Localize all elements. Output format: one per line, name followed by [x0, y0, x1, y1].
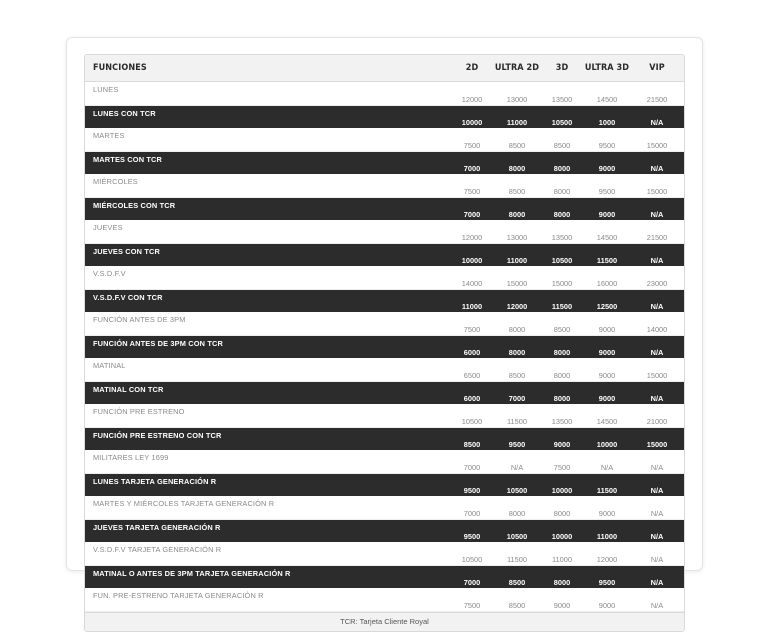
price-cell: 10500: [540, 105, 584, 128]
table-row: [85, 427, 684, 450]
price-cell: 14000: [630, 312, 684, 335]
price-cell: 10000: [450, 105, 494, 128]
price-cell: 10000: [540, 473, 584, 496]
price-cell: 15000: [630, 128, 684, 151]
price-cell: 9000: [584, 335, 630, 358]
function-name-cell: MARTES: [85, 128, 450, 151]
price-cell: N/A: [630, 381, 684, 404]
price-cell: N/A: [630, 335, 684, 358]
price-cell: 8000: [540, 197, 584, 220]
table-row: [85, 82, 684, 106]
price-cell: 7000: [494, 381, 540, 404]
price-cell: 8500: [494, 588, 540, 611]
table-row: [85, 105, 684, 128]
header-ultra-3d: ULTRA 3D: [584, 55, 630, 82]
price-cell: 7500: [540, 450, 584, 473]
price-cell: 12000: [494, 289, 540, 312]
price-cell: 6000: [450, 381, 494, 404]
price-cell: 12000: [584, 542, 630, 565]
table-footer-note: TCR: Tarjeta Cliente Royal: [85, 612, 684, 631]
table-row: [85, 243, 684, 266]
function-name-cell: JUEVES TARJETA GENERACIÓN R: [85, 519, 450, 542]
price-cell: 14500: [584, 220, 630, 243]
table-row: [85, 496, 684, 519]
price-cell: 10000: [584, 427, 630, 450]
function-name-cell: V.S.D.F.V CON TCR: [85, 289, 450, 312]
price-cell: N/A: [630, 588, 684, 611]
table-row: [85, 473, 684, 496]
function-name-cell: MARTES CON TCR: [85, 151, 450, 174]
price-cell: 16000: [584, 266, 630, 289]
price-cell: 11500: [540, 289, 584, 312]
price-cell: 8000: [540, 358, 584, 381]
table-row: [85, 335, 684, 358]
function-name-cell: FUNCIÓN PRE ESTRENO: [85, 404, 450, 427]
price-cell: N/A: [630, 151, 684, 174]
price-cell: 11500: [584, 473, 630, 496]
price-cell: 11000: [494, 243, 540, 266]
price-cell: 11500: [494, 542, 540, 565]
price-table: [85, 55, 684, 612]
price-cell: 8500: [494, 358, 540, 381]
price-cell: 9000: [584, 496, 630, 519]
function-name-cell: JUEVES CON TCR: [85, 243, 450, 266]
function-name-cell: FUNCIÓN ANTES DE 3PM: [85, 312, 450, 335]
function-name-cell: LUNES: [85, 82, 450, 106]
price-cell: 9000: [584, 358, 630, 381]
price-cell: 13500: [540, 220, 584, 243]
price-cell: 8000: [540, 381, 584, 404]
function-name-cell: FUNCIÓN ANTES DE 3PM CON TCR: [85, 335, 450, 358]
price-cell: 9500: [494, 427, 540, 450]
price-cell: 7000: [450, 450, 494, 473]
table-row: [85, 404, 684, 427]
function-name-cell: MIÉRCOLES CON TCR: [85, 197, 450, 220]
price-cell: 8500: [540, 128, 584, 151]
function-name-cell: MILITARES LEY 1699: [85, 450, 450, 473]
price-cell: 13000: [494, 82, 540, 106]
price-cell: 13000: [494, 220, 540, 243]
price-cell: 7500: [450, 588, 494, 611]
function-name-cell: LUNES TARJETA GENERACIÓN R: [85, 473, 450, 496]
price-cell: 12500: [584, 289, 630, 312]
price-cell: 1000: [584, 105, 630, 128]
table-row: [85, 519, 684, 542]
price-cell: N/A: [630, 289, 684, 312]
table-row: [85, 450, 684, 473]
price-cell: 14500: [584, 404, 630, 427]
table-row: [85, 381, 684, 404]
price-cell: 10500: [450, 404, 494, 427]
price-cell: 8000: [540, 151, 584, 174]
table-row: [85, 588, 684, 611]
price-cell: 8500: [540, 312, 584, 335]
price-cell: 7500: [450, 128, 494, 151]
header-ultra-2d: ULTRA 2D: [494, 55, 540, 82]
price-cell: 10500: [494, 473, 540, 496]
price-cell: 15000: [630, 427, 684, 450]
function-name-cell: MATINAL: [85, 358, 450, 381]
header-funciones: FUNCIONES: [85, 55, 450, 82]
price-cell: N/A: [630, 496, 684, 519]
price-cell: N/A: [630, 542, 684, 565]
price-cell: 7500: [450, 174, 494, 197]
function-name-cell: FUNCIÓN PRE ESTRENO CON TCR: [85, 427, 450, 450]
price-cell: N/A: [494, 450, 540, 473]
price-cell: 11500: [494, 404, 540, 427]
price-cell: 10500: [494, 519, 540, 542]
table-row: [85, 312, 684, 335]
price-cell: 10000: [540, 519, 584, 542]
price-cell: 9000: [540, 427, 584, 450]
price-cell: 15000: [630, 174, 684, 197]
price-cell: 7000: [450, 151, 494, 174]
price-cell: 7000: [450, 197, 494, 220]
price-cell: 9500: [450, 519, 494, 542]
table-row: [85, 565, 684, 588]
table-header-row: [85, 55, 684, 82]
price-cell: 14000: [450, 266, 494, 289]
table-row: [85, 542, 684, 565]
header-2d: 2D: [450, 55, 494, 82]
table-row: [85, 197, 684, 220]
price-cell: 8500: [494, 128, 540, 151]
price-cell: 8000: [494, 151, 540, 174]
price-cell: 8000: [540, 335, 584, 358]
price-cell: N/A: [630, 197, 684, 220]
price-cell: 10500: [540, 243, 584, 266]
price-cell: 12000: [450, 82, 494, 106]
function-name-cell: V.S.D.F.V: [85, 266, 450, 289]
price-cell: 8500: [450, 427, 494, 450]
price-cell: 21500: [630, 220, 684, 243]
price-cell: 9000: [584, 312, 630, 335]
price-cell: 8000: [494, 496, 540, 519]
price-cell: 8000: [540, 565, 584, 588]
price-cell: 7000: [450, 496, 494, 519]
price-cell: 8000: [494, 312, 540, 335]
price-cell: 21500: [630, 82, 684, 106]
price-cell: 8000: [540, 174, 584, 197]
function-name-cell: JUEVES: [85, 220, 450, 243]
function-name-cell: LUNES CON TCR: [85, 105, 450, 128]
function-name-cell: MIÉRCOLES: [85, 174, 450, 197]
price-cell: N/A: [630, 105, 684, 128]
price-cell: 6000: [450, 335, 494, 358]
function-name-cell: MATINAL CON TCR: [85, 381, 450, 404]
price-cell: N/A: [630, 565, 684, 588]
price-cell: 12000: [450, 220, 494, 243]
price-cell: 7000: [450, 565, 494, 588]
price-cell: N/A: [630, 243, 684, 266]
table-row: [85, 128, 684, 151]
table-row: [85, 266, 684, 289]
header-vip: VIP: [630, 55, 684, 82]
price-cell: 11500: [584, 243, 630, 266]
function-name-cell: MATINAL O ANTES DE 3PM TARJETA GENERACIÓN R: [85, 565, 450, 588]
price-cell: 11000: [584, 519, 630, 542]
price-cell: 9000: [584, 197, 630, 220]
price-cell: 9000: [584, 151, 630, 174]
price-cell: 13500: [540, 82, 584, 106]
price-cell: 11000: [494, 105, 540, 128]
price-cell: 8000: [494, 197, 540, 220]
price-cell: 8000: [540, 496, 584, 519]
price-cell: 9500: [584, 565, 630, 588]
price-cell: 11000: [540, 542, 584, 565]
table-row: [85, 151, 684, 174]
price-cell: 6500: [450, 358, 494, 381]
price-cell: N/A: [630, 450, 684, 473]
price-cell: 9500: [584, 128, 630, 151]
price-cell: N/A: [630, 519, 684, 542]
table-row: [85, 174, 684, 197]
price-cell: 8500: [494, 174, 540, 197]
price-cell: 9000: [584, 588, 630, 611]
price-cell: 13500: [540, 404, 584, 427]
price-cell: 15000: [540, 266, 584, 289]
price-cell: 14500: [584, 82, 630, 106]
price-cell: 10500: [450, 542, 494, 565]
price-cell: 21000: [630, 404, 684, 427]
price-cell: 11000: [450, 289, 494, 312]
price-cell: 15000: [494, 266, 540, 289]
price-cell: 9000: [540, 588, 584, 611]
price-cell: 7500: [450, 312, 494, 335]
price-cell: N/A: [630, 473, 684, 496]
table-row: [85, 358, 684, 381]
table-row: [85, 289, 684, 312]
price-table-container: [84, 54, 685, 632]
price-cell: N/A: [584, 450, 630, 473]
price-cell: 8000: [494, 335, 540, 358]
table-row: [85, 220, 684, 243]
price-cell: 15000: [630, 358, 684, 381]
header-3d: 3D: [540, 55, 584, 82]
price-cell: 8500: [494, 565, 540, 588]
function-name-cell: MARTES Y MIÉRCOLES TARJETA GENERACIÓN R: [85, 496, 450, 519]
price-cell: 23000: [630, 266, 684, 289]
table-body: [85, 82, 684, 612]
price-cell: 9500: [450, 473, 494, 496]
price-cell: 9000: [584, 381, 630, 404]
price-cell: 10000: [450, 243, 494, 266]
function-name-cell: V.S.D.F.V TARJETA GENERACIÓN R: [85, 542, 450, 565]
function-name-cell: FUN. PRE-ESTRENO TARJETA GENERACIÓN R: [85, 588, 450, 611]
price-cell: 9500: [584, 174, 630, 197]
